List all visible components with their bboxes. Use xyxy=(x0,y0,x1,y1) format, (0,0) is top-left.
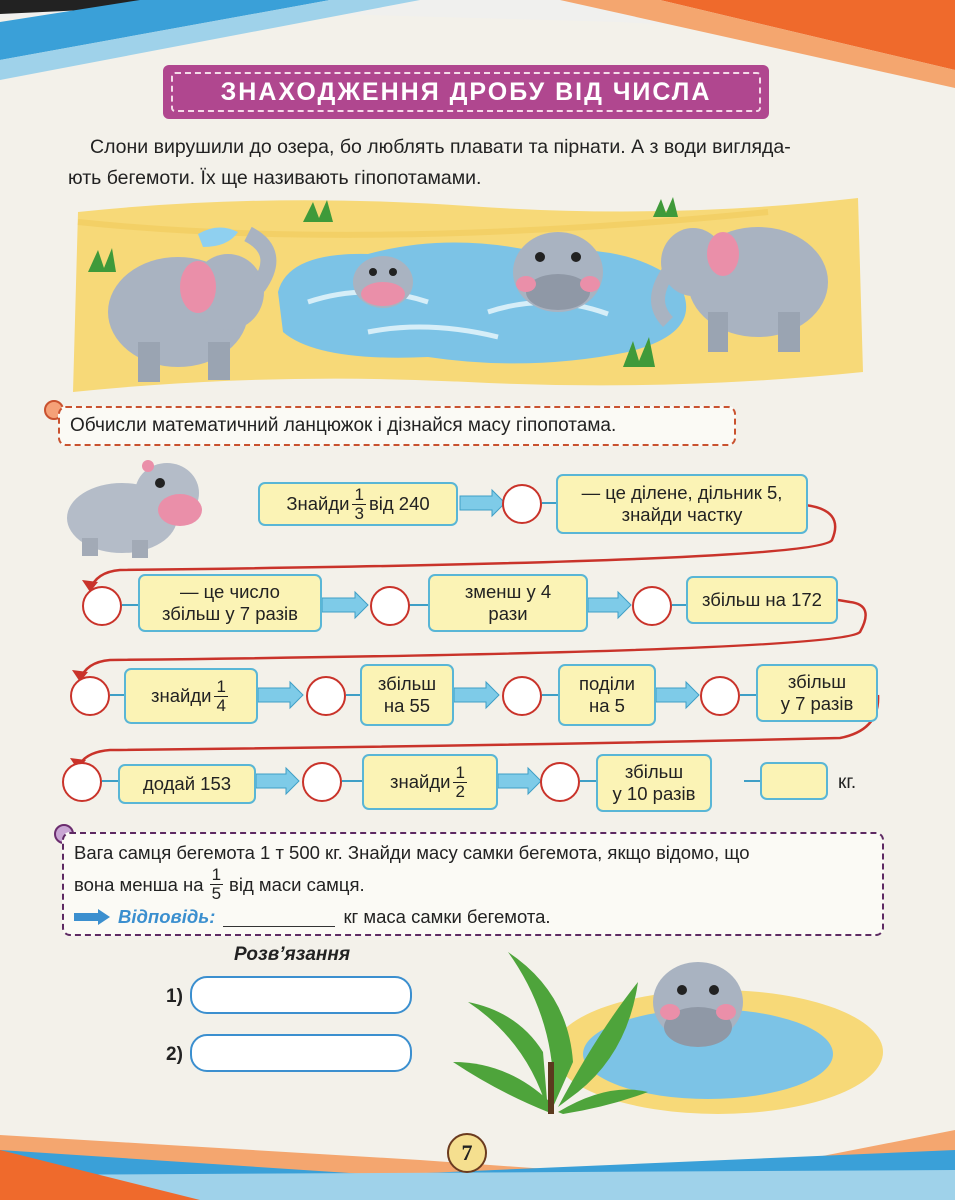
answer-circle[interactable] xyxy=(632,586,672,626)
box-text: на 5 xyxy=(589,695,625,716)
answer-label: Відповідь: xyxy=(118,906,216,927)
chain-box-r1-2 xyxy=(556,474,808,534)
fraction: $\frac{1}{4}$ xyxy=(216,676,226,715)
box-text: збільш xyxy=(624,761,684,782)
box-text: додай 153 xyxy=(142,773,232,794)
fraction: $\frac{1}{2}$ xyxy=(455,762,465,801)
box-text: поділи xyxy=(579,673,635,694)
answer-circle[interactable] xyxy=(70,676,110,716)
chain-box-r2-3 xyxy=(686,576,838,624)
task2-text: вона менша на xyxy=(74,873,204,895)
chain-box-r3-1 xyxy=(124,668,258,724)
box-text: у 7 разів xyxy=(780,693,854,714)
step-2-label: 2) xyxy=(166,1044,183,1065)
box-text: збільш xyxy=(377,673,437,694)
hippo-pond-illustration xyxy=(448,942,888,1120)
page-number: 7 xyxy=(447,1133,487,1173)
box-text: у 10 разів xyxy=(612,783,696,804)
task2-line1: Вага самця бегемота 1 т 500 кг. Знайди масу самки бегемота, якщо відомо, що xyxy=(74,842,750,863)
box-text: Знайди xyxy=(286,493,350,514)
box-text: на 55 xyxy=(383,695,431,716)
page-title: ЗНАХОДЖЕННЯ ДРОБУ ВІД ЧИСЛА xyxy=(220,77,712,106)
box-text: зменш у 4 xyxy=(464,581,552,602)
box-text: збільш у 7 разів xyxy=(161,603,298,624)
task2-box xyxy=(62,832,884,936)
hippo-pond-icon xyxy=(653,962,743,1047)
box-text: знайди xyxy=(390,771,451,792)
chain-box-r4-2 xyxy=(362,754,498,810)
intro-line-2: ють бегемоти. Їх ще називають гіпопотамами. xyxy=(68,167,482,189)
task1-instruction: Обчисли математичний ланцюжок і дізнайся масу гіпопотама. xyxy=(70,415,617,436)
answer-circle[interactable] xyxy=(62,762,102,802)
box-text: рази xyxy=(488,603,528,624)
answer-circle[interactable] xyxy=(306,676,346,716)
chain-box-r4-1 xyxy=(118,764,256,804)
answer-circle[interactable] xyxy=(370,586,410,626)
chain-box-r3-3 xyxy=(558,664,656,726)
fraction: $\frac{1}{3}$ xyxy=(354,484,364,523)
intro-line-1: Слони вирушили до озера, бо люблять плавати та пірнати. А з води вигляда- xyxy=(90,136,791,158)
answer-suffix: кг маса самки бегемота. xyxy=(343,906,551,927)
chain-box-r2-2 xyxy=(428,574,588,632)
box-text: — це число xyxy=(180,581,280,602)
box-text: збільш xyxy=(787,671,847,692)
answer-circle[interactable] xyxy=(82,586,122,626)
answer-circle[interactable] xyxy=(502,484,542,524)
step-1-input[interactable] xyxy=(190,976,412,1014)
unit-label: кг. xyxy=(838,772,857,793)
arrow-right-icon xyxy=(74,909,112,925)
answer-circle[interactable] xyxy=(700,676,740,716)
box-text: знайди частку xyxy=(621,504,743,525)
answer-row xyxy=(74,906,551,928)
chain-box-r3-4 xyxy=(756,664,878,722)
box-text: збільш на 172 xyxy=(702,589,822,610)
task2-text: від маси самця. xyxy=(229,873,365,895)
solution-title: Розв’язання xyxy=(234,944,351,965)
box-text: знайди xyxy=(151,685,212,706)
fraction: $\frac{1}{5}$ xyxy=(211,865,222,903)
box-text: — це ділене, дільник 5, xyxy=(581,482,783,503)
chain-box-r4-3 xyxy=(596,754,712,812)
chain-box-r3-2 xyxy=(360,664,454,726)
final-answer-box[interactable] xyxy=(760,762,828,800)
answer-input[interactable] xyxy=(223,908,335,927)
answer-circle[interactable] xyxy=(302,762,342,802)
chain-box-r2-1 xyxy=(138,574,322,632)
answer-circle[interactable] xyxy=(502,676,542,716)
step-1-label: 1) xyxy=(166,986,183,1007)
task2-line2 xyxy=(74,866,365,903)
box-text: від 240 xyxy=(368,493,430,514)
answer-circle[interactable] xyxy=(540,762,580,802)
chain-box-r1-1 xyxy=(258,482,458,526)
step-2-input[interactable] xyxy=(190,1034,412,1072)
